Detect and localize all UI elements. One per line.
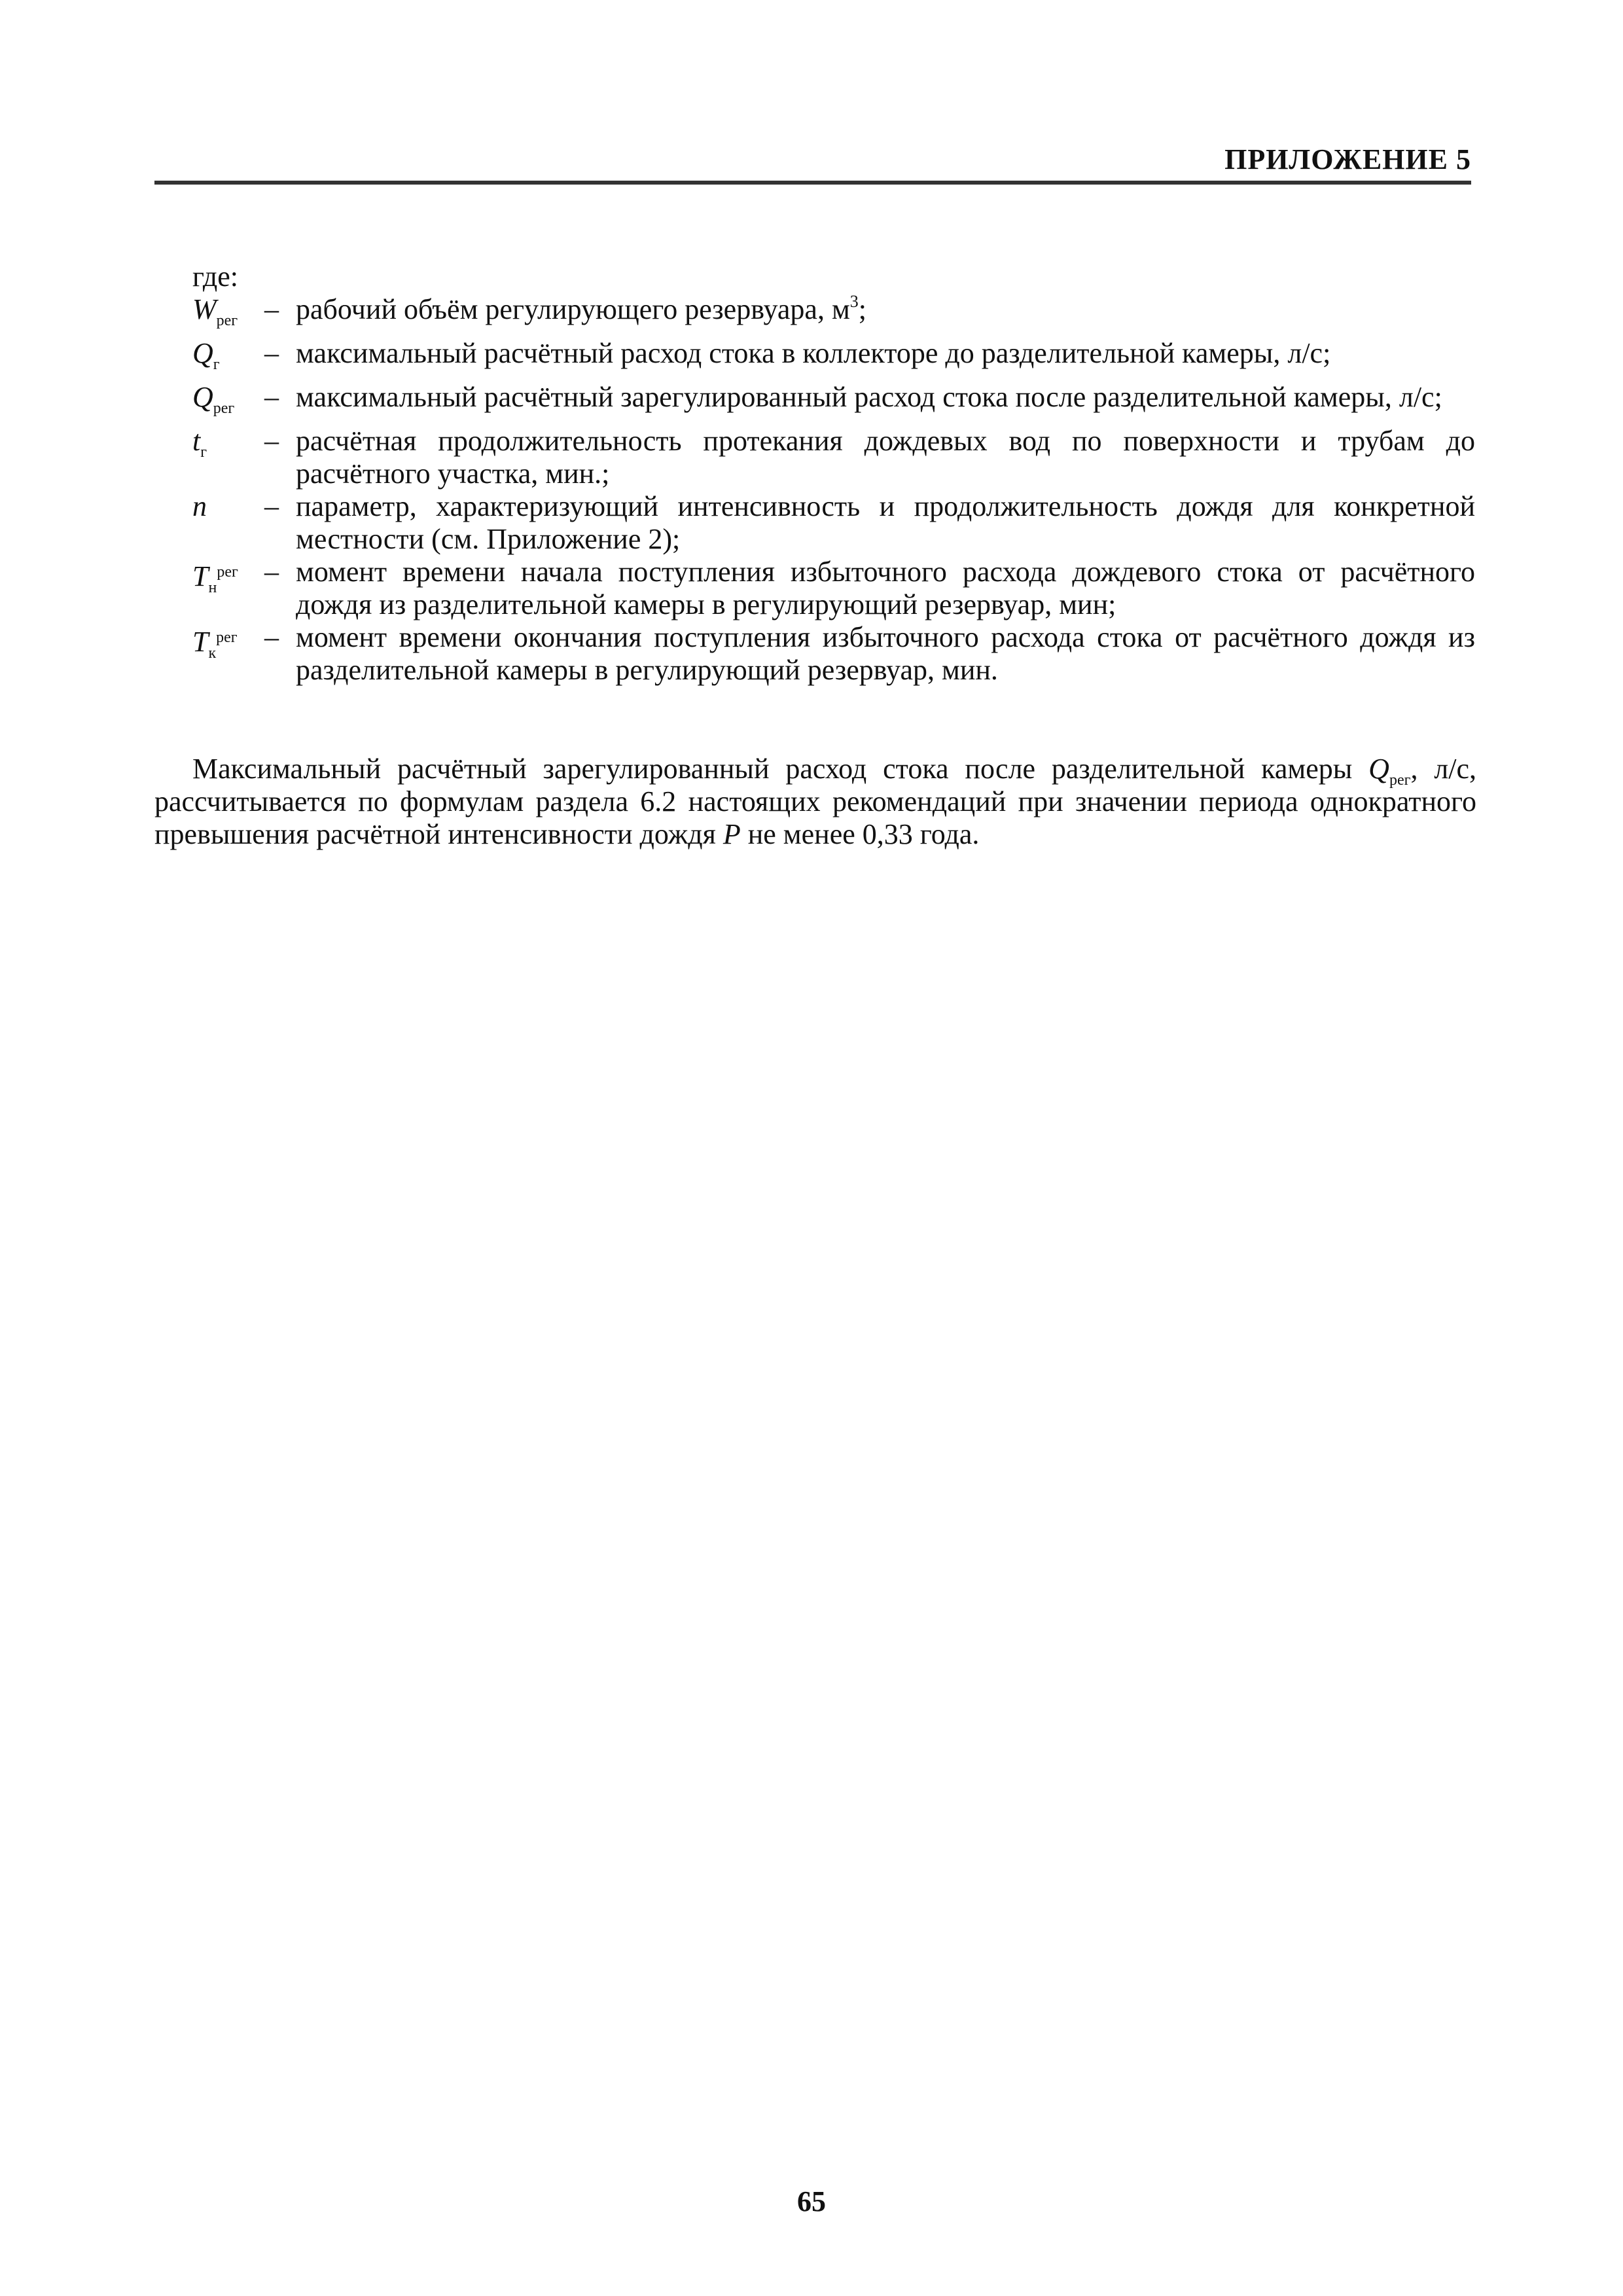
definition-dash: – [264,293,279,325]
symbol-subscript: к [208,645,217,662]
definition-symbol [192,425,264,469]
definition-text: максимальный расчётный расход стока в коллекторе до разделительной камеры, л/с; [296,337,1331,369]
definition-symbol [192,621,264,670]
definition-dash: – [264,490,279,522]
definition-dash: – [264,556,279,588]
symbol-letter: Q [192,381,213,413]
symbol-letter: T [192,560,209,592]
symbol-letter: T [192,626,209,658]
definition-dash: – [264,337,279,369]
symbol-letter: t [192,425,201,457]
definition-text: момент времени окончания поступления избыточного расхода стока от расчётного дождя из разделительной камеры в регулирующий резервуар, мин. [296,621,1475,686]
definition-item [192,381,1475,425]
paragraph-text-1: Максимальный расчётный зарегулированный расход стока после разделительной камеры [192,753,1369,785]
page-header [154,0,1471,186]
definition-text-tail: ; [858,293,867,325]
body-paragraph [154,753,1476,851]
q-subscript: рег [1389,772,1411,789]
symbol-superscript: рег [217,564,238,581]
definition-item [192,490,1475,556]
definition-item [192,337,1475,381]
definition-text [296,293,1475,326]
definition-symbol [192,293,264,337]
definition-symbol [192,337,264,381]
symbol-subscript: рег [213,400,235,417]
definition-text-sup: 3 [849,292,859,311]
symbol-subscript: рег [216,312,238,329]
definition-item [192,621,1475,687]
definition-dash: – [264,621,279,653]
definition-symbol [192,490,264,523]
definition-item [192,293,1475,337]
p-symbol: P [722,818,741,850]
definition-symbol [192,381,264,425]
paragraph-text-3: не менее 0,33 года. [740,818,980,850]
symbol-superscript: рег [216,629,238,646]
definitions-intro: где: [192,260,238,293]
definition-text: параметр, характеризующий интенсивность и продолжительность дождя для конкретной местности (см. Приложение 2); [296,490,1475,555]
definition-symbol [192,556,264,604]
definition-text-main: рабочий объём регулирующего резервуара, м [296,293,850,325]
symbol-subscript: г [213,356,220,373]
definition-text: расчётная продолжительность протекания дождевых вод по поверхности и трубам до расчётного участка, мин.; [296,425,1475,490]
definition-item [192,425,1475,490]
symbol-letter: n [192,490,207,522]
symbol-subscript: н [208,579,217,596]
symbol-subscript: г [200,444,207,461]
symbol-letter: Q [192,337,213,369]
definition-item [192,556,1475,621]
page-number: 65 [797,2185,826,2217]
definitions-list [192,260,1475,687]
definition-dash: – [264,381,279,413]
definition-text: максимальный расчётный зарегулированный расход стока после разделительной камеры, л/с; [296,381,1442,413]
symbol-letter: W [192,293,217,325]
definition-dash: – [264,425,279,457]
appendix-title: ПРИЛОЖЕНИЕ 5 [1224,143,1471,175]
q-symbol: Q [1368,753,1389,785]
definition-text: момент времени начала поступления избыточного расхода дождевого стока от расчётного дождя из разделительной камеры в регулирующий резервуар, мин; [296,556,1475,620]
header-rule [154,181,1471,185]
paragraph-text-2: , л/с, рассчитывается по формулам раздела 6.2 настоящих рекомендаций при значении периода однократного превышения расчётной интенсивности дождя [154,753,1477,850]
